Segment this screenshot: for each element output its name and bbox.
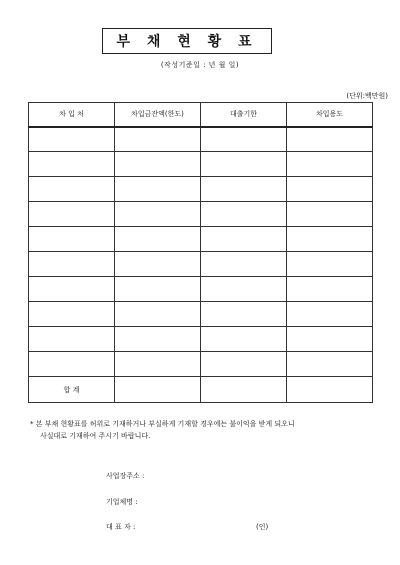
table-row: [29, 127, 373, 152]
header-lender: 차 입 처: [29, 103, 115, 127]
table-cell[interactable]: [287, 352, 373, 377]
table-cell[interactable]: [29, 127, 115, 152]
table-cell[interactable]: [287, 152, 373, 177]
table-cell[interactable]: [287, 277, 373, 302]
table-cell[interactable]: [29, 327, 115, 352]
table-cell[interactable]: [287, 202, 373, 227]
table-cell[interactable]: [115, 302, 201, 327]
header-balance: 차입금잔액(한도): [115, 103, 201, 127]
table-cell[interactable]: [29, 202, 115, 227]
document-title: 부 채 현 황 표: [102, 28, 272, 54]
table-cell[interactable]: [29, 302, 115, 327]
table-row: [29, 352, 373, 377]
company-line: [106, 497, 138, 507]
address-label: 사업장주소 :: [106, 472, 145, 480]
total-cell[interactable]: [287, 377, 373, 403]
table-row: [29, 252, 373, 277]
table-cell[interactable]: [201, 127, 287, 152]
representative-line: [106, 522, 135, 532]
table-row: [29, 227, 373, 252]
table-cell[interactable]: [287, 252, 373, 277]
table-cell[interactable]: [115, 277, 201, 302]
footnote-line-1: * 본 부채 현황표를 허위로 기재하거나 부실하게 기재할 경우에는 불이익을 받게 되오니: [30, 420, 295, 428]
table-cell[interactable]: [287, 177, 373, 202]
unit-label: (단위:백만원): [346, 92, 388, 100]
table-cell[interactable]: [29, 177, 115, 202]
total-cell[interactable]: [115, 377, 201, 403]
table-cell[interactable]: [201, 177, 287, 202]
table-cell[interactable]: [201, 302, 287, 327]
company-label: 기업체명 :: [106, 498, 138, 506]
header-due-date: 대출기한: [201, 103, 287, 127]
seal-mark: (인): [256, 523, 269, 531]
table-header-row: [29, 103, 373, 127]
table-cell[interactable]: [201, 352, 287, 377]
table-cell[interactable]: [115, 152, 201, 177]
table-cell[interactable]: [29, 227, 115, 252]
total-label: 합 계: [29, 377, 115, 403]
table-cell[interactable]: [115, 327, 201, 352]
total-cell[interactable]: [201, 377, 287, 403]
table-cell[interactable]: [287, 227, 373, 252]
total-row: [29, 377, 373, 403]
table-cell[interactable]: [287, 302, 373, 327]
table-cell[interactable]: [115, 252, 201, 277]
footnote: [30, 418, 375, 442]
representative-label: 대 표 자 :: [106, 523, 136, 531]
table-cell[interactable]: [201, 202, 287, 227]
table-cell[interactable]: [115, 352, 201, 377]
table-cell[interactable]: [115, 202, 201, 227]
table-cell[interactable]: [115, 227, 201, 252]
table-cell[interactable]: [115, 177, 201, 202]
table-cell[interactable]: [201, 227, 287, 252]
table-cell[interactable]: [29, 252, 115, 277]
table-row: [29, 152, 373, 177]
table-row: [29, 177, 373, 202]
table-row: [29, 302, 373, 327]
debt-table: [28, 102, 373, 403]
table-row: [29, 202, 373, 227]
address-line: [106, 471, 144, 481]
footnote-line-2: 사실대로 기재하여 주시기 바랍니다.: [40, 432, 151, 440]
table-cell[interactable]: [115, 127, 201, 152]
header-purpose: 차입용도: [287, 103, 373, 127]
table-cell[interactable]: [201, 252, 287, 277]
reference-date-line: (작성기준일 : 년 월 일): [160, 61, 240, 69]
table-cell[interactable]: [29, 352, 115, 377]
table-row: [29, 277, 373, 302]
table-cell[interactable]: [287, 127, 373, 152]
table-cell[interactable]: [201, 277, 287, 302]
table-row: [29, 327, 373, 352]
table-cell[interactable]: [29, 152, 115, 177]
table-cell[interactable]: [201, 327, 287, 352]
table-cell[interactable]: [287, 327, 373, 352]
table-cell[interactable]: [29, 277, 115, 302]
table-cell[interactable]: [201, 152, 287, 177]
